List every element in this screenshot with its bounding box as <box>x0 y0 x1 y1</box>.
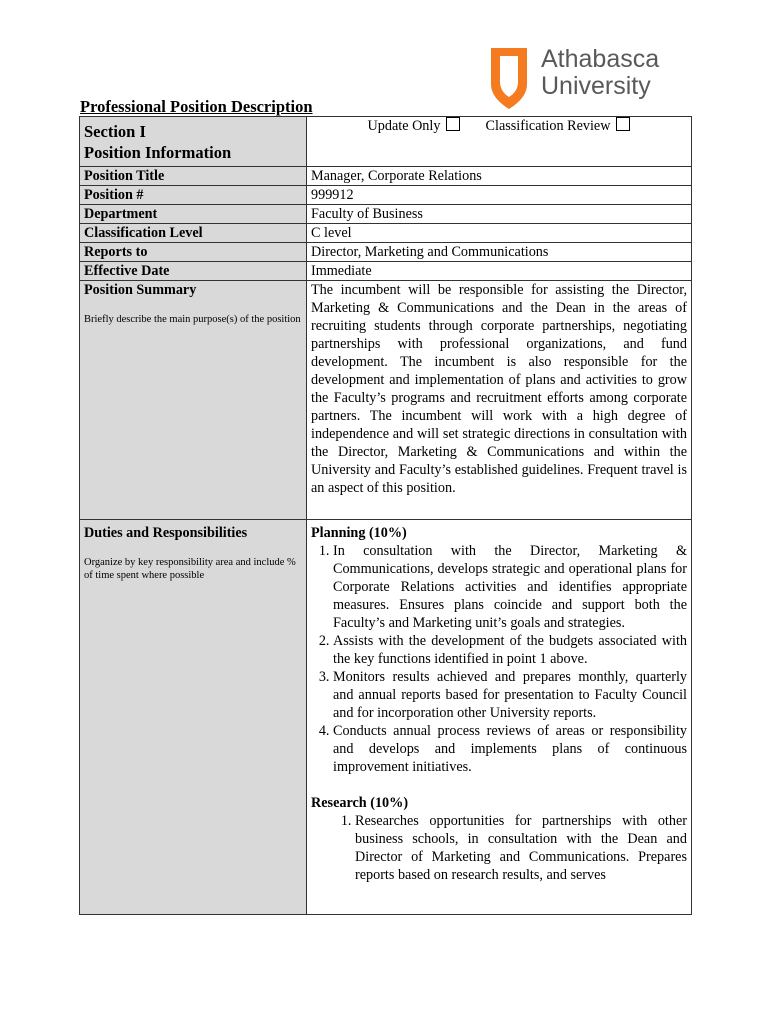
duties-label: Duties and Responsibilities <box>84 525 248 541</box>
section-subtitle: Position Information <box>84 143 232 162</box>
shield-icon <box>487 46 531 110</box>
list-item: 3. Monitors results achieved and prepares monthly, quarterly and annual reports based for presentation to Faculty Council and for incorporation other University reports. <box>333 668 687 722</box>
list-item: 4. Conducts annual process reviews of areas or responsibility and develops and implements plans of continuous improvement initiatives. <box>333 722 687 776</box>
planning-heading: Planning (10%) <box>311 525 407 541</box>
section-title-block <box>84 117 302 166</box>
review-type-cell <box>307 117 692 167</box>
summary-hint: Briefly describe the main purpose(s) of the position <box>84 314 301 325</box>
field-label: Classification Level <box>80 224 307 243</box>
logo-line-2: University <box>541 72 651 100</box>
classification-review-checkbox[interactable] <box>616 117 630 131</box>
logo-wordmark <box>541 46 659 100</box>
classification-review-label: Classification Review <box>485 118 611 134</box>
field-value[interactable]: Immediate <box>307 262 692 281</box>
summary-label-cell <box>80 281 307 520</box>
university-logo <box>487 46 677 110</box>
field-label: Position Title <box>80 167 307 186</box>
field-label: Position # <box>80 186 307 205</box>
summary-label: Position Summary <box>84 282 197 298</box>
section-title: Section I <box>84 122 146 141</box>
summary-row <box>80 281 692 520</box>
duties-label-cell <box>80 520 307 915</box>
position-form <box>79 116 692 915</box>
field-row <box>80 205 692 224</box>
section-header-row <box>80 117 692 167</box>
field-row <box>80 186 692 205</box>
list-item: 1. Researches opportunities for partnerships with other business schools, in consultation with the Dean and Director of Marketing and Communications. Prepares reports based on research results, and serves <box>355 812 687 884</box>
research-heading: Research (10%) <box>311 795 409 811</box>
summary-text[interactable]: The incumbent will be responsible for assisting the Director, Marketing & Communications and the Dean in the areas of recruiting students through corporate partnerships, negotiating partnerships with professional organizations, and fund development. The incumbent is also responsible for the development and implementation of plans and activities to grow the Faculty’s programs and recruitment efforts among corporate partners. The incumbent will work with a high degree of independence and will set strategic directions in consultation with the Director, Marketing & Communications and within the University and Faculty’s established guidelines. Frequent travel is an aspect of this position. <box>307 281 692 520</box>
duties-content[interactable] <box>307 520 692 915</box>
research-list <box>311 812 687 884</box>
list-item: 1. In consultation with the Director, Marketing & Communications, develops strategic and operational plans for Corporate Relations activities and identifies appropriate measures. Ensures plans coincide and support both the Faculty’s and Marketing unit’s goals and strategies. <box>333 542 687 632</box>
field-row <box>80 243 692 262</box>
update-only-checkbox[interactable] <box>446 117 460 131</box>
field-label: Effective Date <box>80 262 307 281</box>
field-value[interactable]: 999912 <box>307 186 692 205</box>
duties-row <box>80 520 692 915</box>
section-header <box>80 117 307 167</box>
list-item: 2. Assists with the development of the budgets associated with the key functions identified in point 1 above. <box>333 632 687 668</box>
field-row <box>80 224 692 243</box>
update-only-label: Update Only <box>367 118 441 134</box>
planning-list <box>311 542 687 776</box>
logo-line-1: Athabasca <box>541 45 660 73</box>
field-value[interactable]: C level <box>307 224 692 243</box>
field-value[interactable]: Faculty of Business <box>307 205 692 224</box>
field-value[interactable]: Manager, Corporate Relations <box>307 167 692 186</box>
field-row <box>80 262 692 281</box>
document-title: Professional Position Description <box>80 97 313 116</box>
field-value[interactable]: Director, Marketing and Communications <box>307 243 692 262</box>
field-label: Department <box>80 205 307 224</box>
field-label: Reports to <box>80 243 307 262</box>
field-row <box>80 167 692 186</box>
duties-hint: Organize by key responsibility area and include % of time spent where possible <box>84 557 296 581</box>
